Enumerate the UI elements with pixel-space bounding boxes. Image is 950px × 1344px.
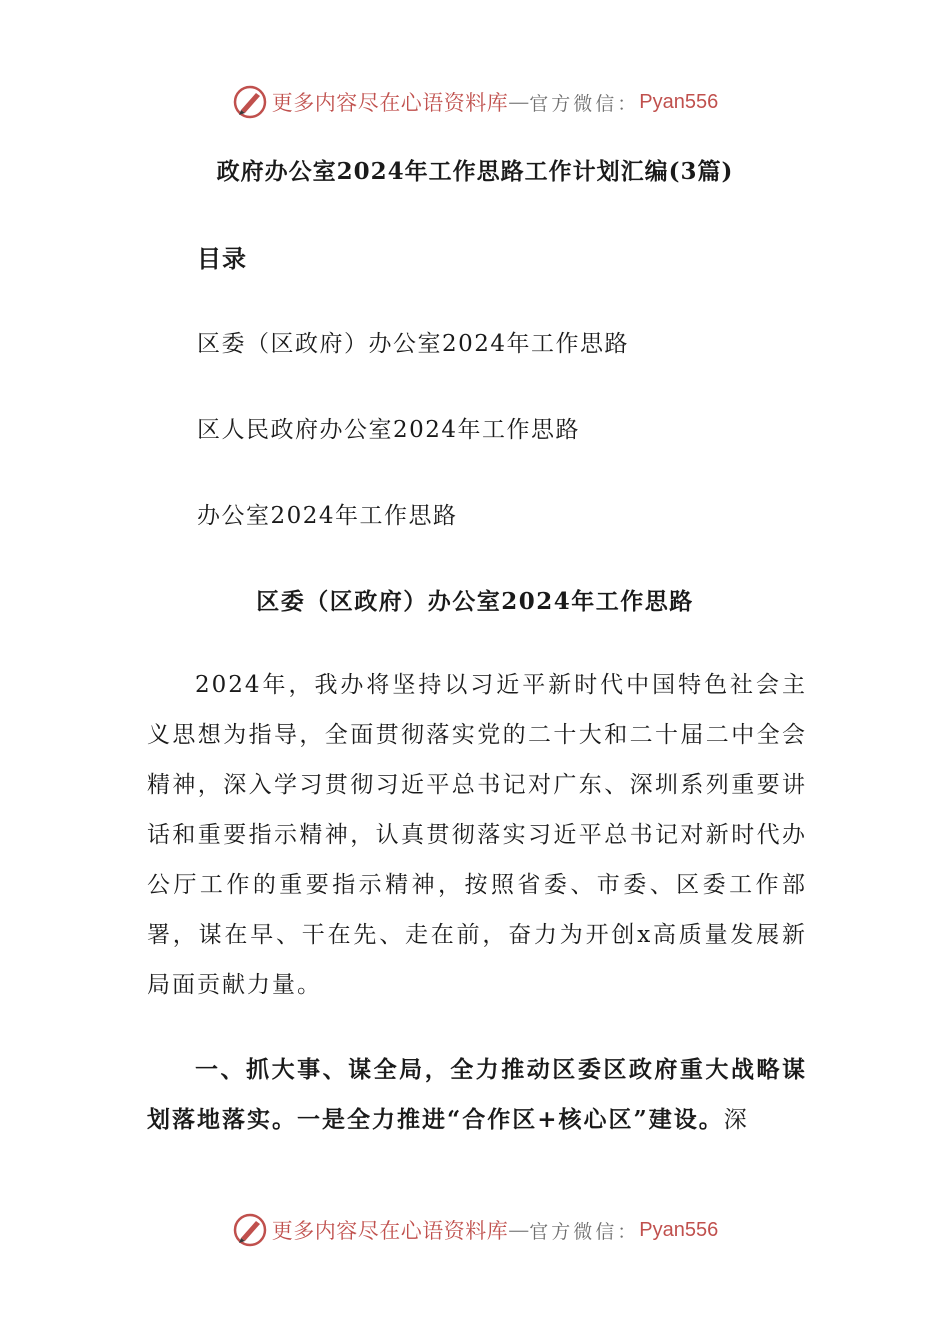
watermark-header (0, 82, 950, 122)
pen-circle-icon (232, 1212, 268, 1248)
watermark-footer (0, 1210, 950, 1250)
section-one-heading: 一、抓大事、谋全局，全力推动区委区政府重大战略谋划落地落实。一是全力推进“合作区+核心区”建设。 (147, 1056, 807, 1133)
pen-circle-icon (232, 84, 268, 120)
watermark-separator: — (508, 1218, 530, 1242)
toc-item[interactable]: 区人民政府办公室2024年工作思路 (197, 417, 581, 443)
watermark-separator: — (508, 90, 530, 114)
watermark-brand: 更多内容尽在心语资料库 (271, 1219, 509, 1243)
section-one-paragraph (147, 1045, 807, 1145)
watermark-label: 官方微信： (529, 92, 640, 115)
toc-item[interactable]: 办公室2024年工作思路 (197, 503, 458, 529)
section-one-tail: 深 (723, 1107, 749, 1133)
toc-item[interactable]: 区委（区政府）办公室2024年工作思路 (197, 331, 630, 357)
watermark-brand: 更多内容尽在心语资料库 (271, 91, 509, 115)
watermark-handle: Pyan556 (639, 90, 719, 113)
watermark-label: 官方微信： (529, 1220, 640, 1243)
body-paragraph: 2024年，我办将坚持以习近平新时代中国特色社会主义思想为指导，全面贯彻落实党的二十大和二十届二中全会精神，深入学习贯彻习近平总书记对广东、深圳系列重要讲话和重要指示精神，认真贯彻落实习近平总书记对新时代办公厅工作的重要指示精神，按照省委、市委、区委工作部署，谋在早、干在先、走在前，奋力为开创x高质量发展新局面贡献力量。 (147, 672, 807, 998)
toc-heading: 目录 (197, 244, 247, 273)
document-title: 政府办公室2024年工作思路工作计划汇编(3篇) (216, 158, 734, 185)
watermark-handle: Pyan556 (639, 1218, 719, 1241)
section-title: 区委（区政府）办公室2024年工作思路 (256, 588, 694, 615)
